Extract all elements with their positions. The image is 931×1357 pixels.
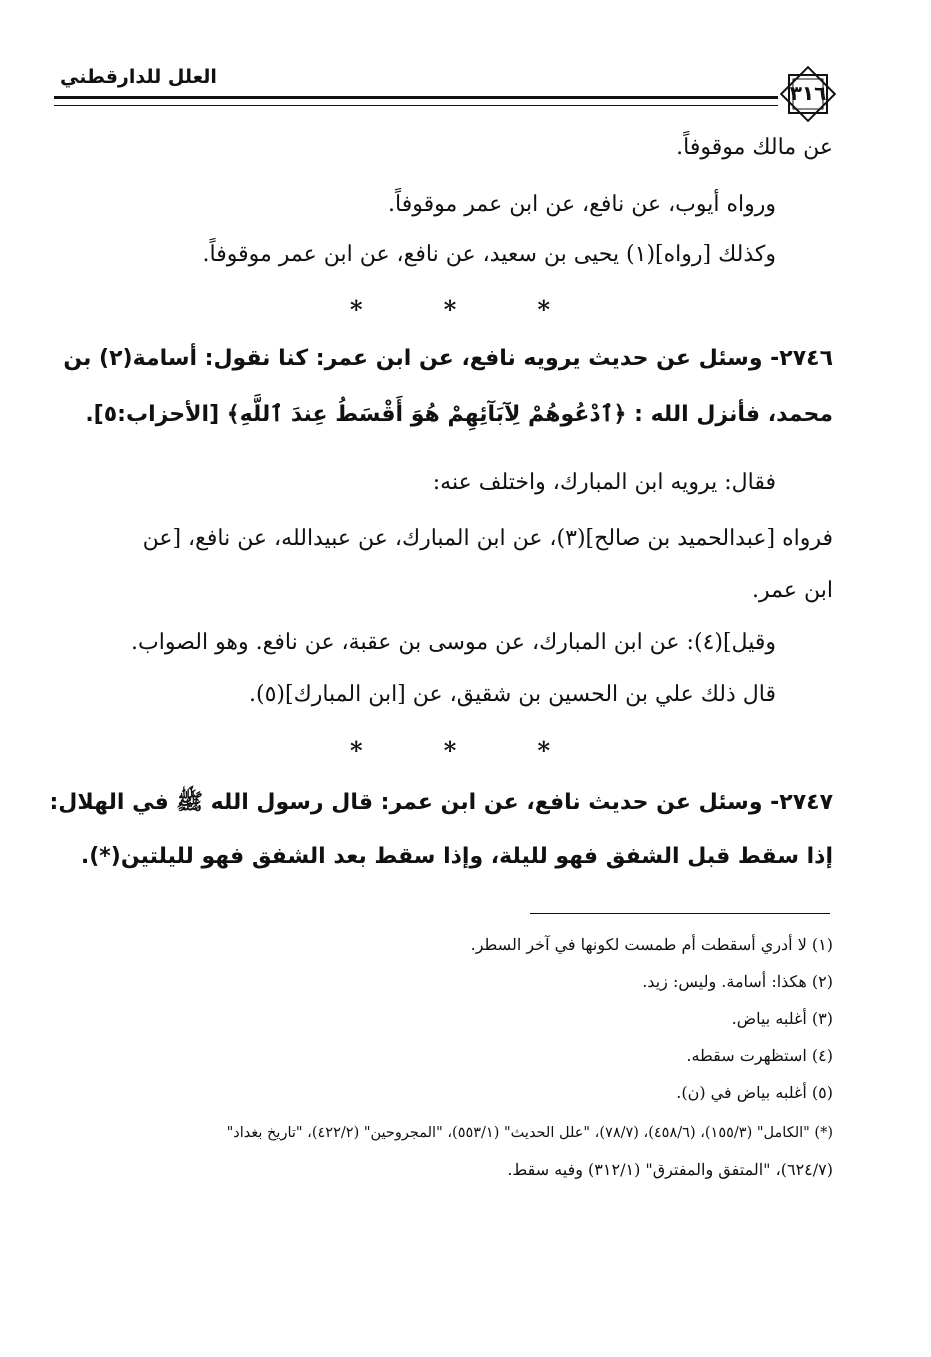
question-2746-line: ٢٧٤٦- وسئل عن حديث يرويه نافع، عن ابن عمر: كنا نقول: أسامة(٢) بن [63,346,833,371]
text-line: عن مالك موقوفاً. [676,135,833,160]
text-line: ابن عمر. [752,578,833,603]
text-line: فرواه [عبدالحميد بن صالح](٣)، عن ابن المبارك، عن عبيدالله، عن نافع، [عن [142,526,833,551]
section-separator [350,736,550,765]
separator-star: * [443,295,457,324]
text-line: فقال: يرويه ابن المبارك، واختلف عنه: [432,470,776,495]
question-2746-line: محمد، فأنزل الله : ﴿ٱدْعُوهُمْ لِآبَآئِهِمْ هُوَ أَقْسَطُ عِندَ ٱللَّهِ﴾ [الأحزاب:٥]. [85,402,833,427]
footnote: (٢) هكذا: أسامة. وليس: زيد. [642,972,833,991]
separator-star: * [350,295,363,324]
footnote: (١) لا أدري أسقطت أم طمست لكونها في آخر السطر. [470,935,833,954]
text-line: وقيل](٤): عن ابن المبارك، عن موسى بن عقبة، عن نافع. وهو الصواب. [131,630,776,655]
section-separator [350,295,550,324]
page-number-badge [778,64,838,124]
running-header-title: العلل للدارقطني [60,66,217,88]
footnote: (٥) أغلبه بياض في (ن). [676,1083,833,1102]
text-line: قال ذلك علي بن الحسين بن شقيق، عن [ابن المبارك](٥). [249,682,776,707]
separator-star: * [537,736,550,765]
footnote: (٣) أغلبه بياض. [731,1009,833,1028]
footnote: (٦٢٤/٧)، "المتفق والمفترق" (٣١٢/١) وفيه سقط. [507,1160,833,1179]
footnote-rule [530,913,830,914]
separator-star: * [350,736,363,765]
separator-star: * [537,295,550,324]
text-line: ورواه أيوب، عن نافع، عن ابن عمر موقوفاً. [388,192,776,217]
separator-star: * [443,736,457,765]
footnote: (٤) استظهرت سقطه. [686,1046,833,1065]
text-line: وكذلك [رواه](١) يحيى بن سعيد، عن نافع، عن ابن عمر موقوفاً. [202,242,776,267]
question-2747-line: إذا سقط قبل الشفق فهو لليلة، وإذا سقط بعد الشفق فهو لليلتين(*). [80,844,833,869]
footnote: (*) "الكامل" (١٥٥/٣)، (٤٥٨/٦)، (٧٨/٧)، "علل الحديث" (٥٥٣/١)، "المجروحين" (٤٢٢/٢)، "تاريخ بغداد" [226,1125,833,1141]
question-2747-line: ٢٧٤٧- وسئل عن حديث نافع، عن ابن عمر: قال رسول الله ﷺ في الهلال: [49,790,833,815]
page-number: ٣١٦ [789,81,827,105]
header-rule [54,96,778,106]
